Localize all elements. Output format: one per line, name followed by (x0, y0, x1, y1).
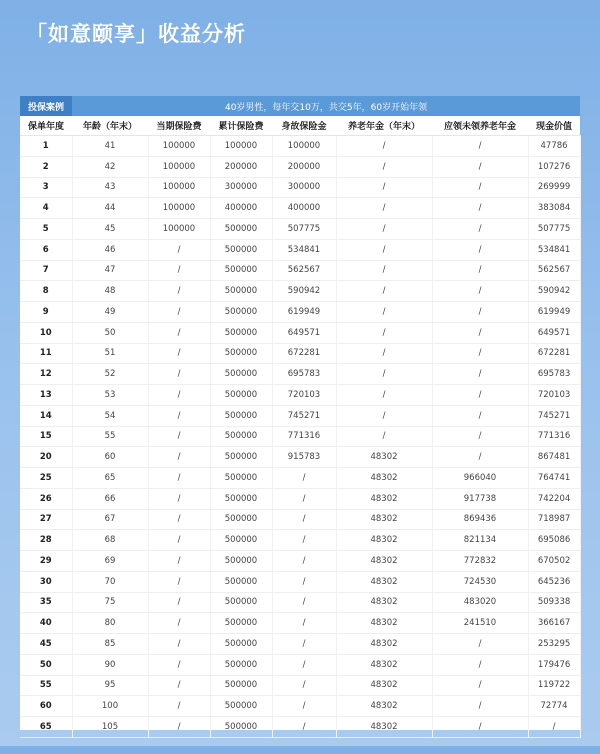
cell-unclaimed-annuity: / (432, 654, 528, 675)
cell-current-premium: / (148, 281, 210, 302)
cell-current-premium: / (148, 509, 210, 530)
cell-annuity: / (336, 156, 432, 177)
cell-cumulative-premium: 500000 (210, 219, 272, 240)
cell-current-premium: / (148, 571, 210, 592)
cell-age: 85 (72, 634, 148, 655)
case-label: 投保案例 (20, 96, 72, 116)
cell-cumulative-premium: 500000 (210, 509, 272, 530)
table-row (20, 198, 580, 219)
cell-age: 66 (72, 488, 148, 509)
cell-cash-value: 619949 (528, 302, 580, 323)
cell-current-premium: / (148, 302, 210, 323)
table-row (20, 654, 580, 675)
cell-age: 105 (72, 717, 148, 738)
cell-current-premium: / (148, 530, 210, 551)
cell-age: 45 (72, 219, 148, 240)
cell-cash-value: 562567 (528, 260, 580, 281)
cell-policy-year: 27 (20, 509, 72, 530)
cell-policy-year: 1 (20, 136, 72, 157)
cell-cumulative-premium: 500000 (210, 675, 272, 696)
cell-policy-year: 45 (20, 634, 72, 655)
cell-annuity: 48302 (336, 571, 432, 592)
cell-cash-value: 269999 (528, 177, 580, 198)
cell-current-premium: / (148, 613, 210, 634)
cell-death-benefit: 200000 (272, 156, 336, 177)
cell-annuity: / (336, 405, 432, 426)
cell-annuity: / (336, 198, 432, 219)
cell-age: 69 (72, 551, 148, 572)
cell-age: 54 (72, 405, 148, 426)
cell-annuity: / (336, 343, 432, 364)
cell-current-premium: / (148, 322, 210, 343)
cell-cash-value: 119722 (528, 675, 580, 696)
cell-age: 53 (72, 385, 148, 406)
cell-age: 41 (72, 136, 148, 157)
cell-current-premium: 100000 (148, 219, 210, 240)
cell-cash-value: 670502 (528, 551, 580, 572)
cell-current-premium: / (148, 634, 210, 655)
cell-unclaimed-annuity: / (432, 156, 528, 177)
cell-cash-value: 695783 (528, 364, 580, 385)
cell-death-benefit: 507775 (272, 219, 336, 240)
cell-unclaimed-annuity: 241510 (432, 613, 528, 634)
cell-unclaimed-annuity: / (432, 136, 528, 157)
cell-cumulative-premium: 500000 (210, 385, 272, 406)
cell-policy-year: 6 (20, 239, 72, 260)
cell-cumulative-premium: 500000 (210, 530, 272, 551)
cell-annuity: 48302 (336, 717, 432, 738)
cell-age: 47 (72, 260, 148, 281)
cell-cumulative-premium: 500000 (210, 405, 272, 426)
cell-unclaimed-annuity: / (432, 281, 528, 302)
table-row (20, 136, 580, 157)
table-row (20, 488, 580, 509)
cell-unclaimed-annuity: 869436 (432, 509, 528, 530)
cell-cumulative-premium: 500000 (210, 364, 272, 385)
cell-annuity: 48302 (336, 613, 432, 634)
table-row (20, 239, 580, 260)
cell-cumulative-premium: 500000 (210, 696, 272, 717)
cell-policy-year: 10 (20, 322, 72, 343)
cell-cash-value: 253295 (528, 634, 580, 655)
cell-unclaimed-annuity: / (432, 322, 528, 343)
cell-cash-value: 649571 (528, 322, 580, 343)
cell-current-premium: / (148, 364, 210, 385)
cell-current-premium: / (148, 654, 210, 675)
header-unclaimed-annuity: 应领未领养老年金 (432, 116, 528, 136)
cell-unclaimed-annuity: 821134 (432, 530, 528, 551)
cell-age: 95 (72, 675, 148, 696)
table-row (20, 343, 580, 364)
cell-cumulative-premium: 500000 (210, 322, 272, 343)
cell-cash-value: 47786 (528, 136, 580, 157)
cell-cumulative-premium: 500000 (210, 613, 272, 634)
table-row (20, 177, 580, 198)
cell-annuity: 48302 (336, 468, 432, 489)
table-row (20, 613, 580, 634)
cell-unclaimed-annuity: 917738 (432, 488, 528, 509)
cell-current-premium: 100000 (148, 156, 210, 177)
cell-cumulative-premium: 400000 (210, 198, 272, 219)
table-row (20, 364, 580, 385)
cell-policy-year: 3 (20, 177, 72, 198)
cell-unclaimed-annuity: / (432, 260, 528, 281)
cell-annuity: / (336, 239, 432, 260)
cell-age: 70 (72, 571, 148, 592)
cell-unclaimed-annuity: 724530 (432, 571, 528, 592)
cell-age: 80 (72, 613, 148, 634)
table-row (20, 156, 580, 177)
benefit-table-card (20, 96, 580, 730)
cell-annuity: 48302 (336, 509, 432, 530)
header-current-premium: 当期保险费 (148, 116, 210, 136)
cell-death-benefit: / (272, 675, 336, 696)
table-row (20, 468, 580, 489)
cell-death-benefit: 400000 (272, 198, 336, 219)
cell-cash-value: 695086 (528, 530, 580, 551)
cell-cumulative-premium: 500000 (210, 634, 272, 655)
cell-unclaimed-annuity: / (432, 405, 528, 426)
cell-current-premium: / (148, 260, 210, 281)
cell-current-premium: / (148, 426, 210, 447)
cell-annuity: 48302 (336, 696, 432, 717)
cell-death-benefit: 720103 (272, 385, 336, 406)
cell-cash-value: 742204 (528, 488, 580, 509)
cell-age: 51 (72, 343, 148, 364)
cell-policy-year: 12 (20, 364, 72, 385)
cell-age: 42 (72, 156, 148, 177)
header-cash-value: 现金价值 (528, 116, 580, 136)
cell-annuity: 48302 (336, 447, 432, 468)
cell-age: 44 (72, 198, 148, 219)
cell-current-premium: / (148, 717, 210, 738)
cell-policy-year: 26 (20, 488, 72, 509)
cell-death-benefit: 915783 (272, 447, 336, 468)
cell-current-premium: 100000 (148, 136, 210, 157)
cell-cash-value: 72774 (528, 696, 580, 717)
cell-current-premium: / (148, 468, 210, 489)
table-row (20, 385, 580, 406)
cell-unclaimed-annuity: / (432, 675, 528, 696)
cell-death-benefit: / (272, 530, 336, 551)
cell-annuity: 48302 (336, 592, 432, 613)
cell-unclaimed-annuity: / (432, 177, 528, 198)
cell-policy-year: 5 (20, 219, 72, 240)
cell-cash-value: 534841 (528, 239, 580, 260)
cell-cumulative-premium: 500000 (210, 468, 272, 489)
cell-annuity: 48302 (336, 675, 432, 696)
cell-cash-value: 720103 (528, 385, 580, 406)
cell-annuity: / (336, 219, 432, 240)
cell-annuity: / (336, 136, 432, 157)
cell-cash-value: 383084 (528, 198, 580, 219)
cell-unclaimed-annuity: / (432, 426, 528, 447)
cell-unclaimed-annuity: / (432, 302, 528, 323)
cell-age: 67 (72, 509, 148, 530)
cell-annuity: 48302 (336, 551, 432, 572)
cell-death-benefit: 300000 (272, 177, 336, 198)
cell-age: 55 (72, 426, 148, 447)
cell-age: 49 (72, 302, 148, 323)
cell-policy-year: 35 (20, 592, 72, 613)
cell-cash-value: / (528, 717, 580, 738)
cell-death-benefit: 695783 (272, 364, 336, 385)
cell-death-benefit: / (272, 717, 336, 738)
cell-policy-year: 4 (20, 198, 72, 219)
cell-death-benefit: / (272, 571, 336, 592)
table-row (20, 405, 580, 426)
cell-policy-year: 29 (20, 551, 72, 572)
cell-current-premium: / (148, 385, 210, 406)
cell-current-premium: 100000 (148, 177, 210, 198)
header-death-benefit: 身故保险金 (272, 116, 336, 136)
cell-cash-value: 590942 (528, 281, 580, 302)
cell-policy-year: 7 (20, 260, 72, 281)
cell-death-benefit: 100000 (272, 136, 336, 157)
cell-policy-year: 55 (20, 675, 72, 696)
cell-death-benefit: / (272, 654, 336, 675)
cell-death-benefit: / (272, 613, 336, 634)
cell-cumulative-premium: 500000 (210, 281, 272, 302)
case-description: 40岁男性，每年交10万，共交5年，60岁开始年领 (72, 96, 580, 116)
cell-cumulative-premium: 500000 (210, 488, 272, 509)
table-row (20, 219, 580, 240)
table-row (20, 592, 580, 613)
cell-policy-year: 60 (20, 696, 72, 717)
cell-unclaimed-annuity: / (432, 447, 528, 468)
table-row (20, 426, 580, 447)
cell-unclaimed-annuity: / (432, 343, 528, 364)
cell-cash-value: 645236 (528, 571, 580, 592)
table-row (20, 530, 580, 551)
table-row (20, 260, 580, 281)
cell-death-benefit: 745271 (272, 405, 336, 426)
cell-unclaimed-annuity: 483020 (432, 592, 528, 613)
cell-current-premium: / (148, 488, 210, 509)
cell-age: 65 (72, 468, 148, 489)
cell-cumulative-premium: 100000 (210, 136, 272, 157)
cell-current-premium: / (148, 343, 210, 364)
cell-age: 46 (72, 239, 148, 260)
cell-age: 100 (72, 696, 148, 717)
cell-unclaimed-annuity: / (432, 634, 528, 655)
cell-cumulative-premium: 500000 (210, 571, 272, 592)
cell-policy-year: 14 (20, 405, 72, 426)
cell-cash-value: 771316 (528, 426, 580, 447)
cell-cumulative-premium: 500000 (210, 260, 272, 281)
cell-unclaimed-annuity: / (432, 696, 528, 717)
cell-cumulative-premium: 300000 (210, 177, 272, 198)
cell-cumulative-premium: 500000 (210, 343, 272, 364)
cell-cash-value: 107276 (528, 156, 580, 177)
table-row (20, 447, 580, 468)
header-annuity: 养老年金（年末） (336, 116, 432, 136)
cell-cash-value: 672281 (528, 343, 580, 364)
cell-cumulative-premium: 500000 (210, 592, 272, 613)
table-row (20, 696, 580, 717)
cell-death-benefit: 534841 (272, 239, 336, 260)
cell-death-benefit: / (272, 634, 336, 655)
cell-unclaimed-annuity: 966040 (432, 468, 528, 489)
cell-annuity: / (336, 426, 432, 447)
cell-death-benefit: 649571 (272, 322, 336, 343)
cell-current-premium: / (148, 405, 210, 426)
cell-cash-value: 718987 (528, 509, 580, 530)
cell-death-benefit: 590942 (272, 281, 336, 302)
cell-unclaimed-annuity: / (432, 198, 528, 219)
page-title: 「如意颐享」收益分析 (26, 22, 246, 46)
cell-policy-year: 11 (20, 343, 72, 364)
cell-cash-value: 745271 (528, 405, 580, 426)
cell-policy-year: 13 (20, 385, 72, 406)
cell-cumulative-premium: 200000 (210, 156, 272, 177)
cell-unclaimed-annuity: 772832 (432, 551, 528, 572)
cell-policy-year: 30 (20, 571, 72, 592)
cell-cumulative-premium: 500000 (210, 302, 272, 323)
cell-cumulative-premium: 500000 (210, 239, 272, 260)
cell-age: 48 (72, 281, 148, 302)
cell-unclaimed-annuity: / (432, 219, 528, 240)
cell-cumulative-premium: 500000 (210, 447, 272, 468)
table-row (20, 509, 580, 530)
cell-policy-year: 2 (20, 156, 72, 177)
cell-death-benefit: 562567 (272, 260, 336, 281)
cell-death-benefit: 771316 (272, 426, 336, 447)
cell-current-premium: / (148, 592, 210, 613)
cell-annuity: / (336, 302, 432, 323)
cell-policy-year: 8 (20, 281, 72, 302)
cell-cumulative-premium: 500000 (210, 551, 272, 572)
cell-current-premium: / (148, 551, 210, 572)
cell-annuity: 48302 (336, 634, 432, 655)
cell-death-benefit: / (272, 488, 336, 509)
cell-unclaimed-annuity: / (432, 239, 528, 260)
cell-policy-year: 28 (20, 530, 72, 551)
cell-cash-value: 179476 (528, 654, 580, 675)
cell-annuity: / (336, 322, 432, 343)
cell-cash-value: 366167 (528, 613, 580, 634)
cell-age: 52 (72, 364, 148, 385)
cell-policy-year: 25 (20, 468, 72, 489)
table-row (20, 551, 580, 572)
cell-age: 90 (72, 654, 148, 675)
cell-cumulative-premium: 500000 (210, 426, 272, 447)
cell-annuity: / (336, 260, 432, 281)
cell-unclaimed-annuity: / (432, 717, 528, 738)
cell-age: 60 (72, 447, 148, 468)
header-policy-year: 保单年度 (20, 116, 72, 136)
cell-annuity: / (336, 281, 432, 302)
cell-policy-year: 15 (20, 426, 72, 447)
cell-annuity: / (336, 177, 432, 198)
cell-policy-year: 65 (20, 717, 72, 738)
benefit-table (20, 96, 581, 754)
cell-policy-year: 50 (20, 654, 72, 675)
cell-policy-year: 40 (20, 613, 72, 634)
cell-policy-year: 20 (20, 447, 72, 468)
cell-unclaimed-annuity: / (432, 364, 528, 385)
table-row (20, 281, 580, 302)
cell-age: 50 (72, 322, 148, 343)
cell-annuity: 48302 (336, 530, 432, 551)
cell-annuity: 48302 (336, 488, 432, 509)
cell-unclaimed-annuity: / (432, 385, 528, 406)
cell-age: 75 (72, 592, 148, 613)
table-row (20, 717, 580, 738)
cell-death-benefit: 672281 (272, 343, 336, 364)
table-row (20, 571, 580, 592)
cell-death-benefit: / (272, 551, 336, 572)
table-row (20, 322, 580, 343)
cell-annuity: / (336, 385, 432, 406)
header-age: 年龄（年末） (72, 116, 148, 136)
cell-death-benefit: / (272, 468, 336, 489)
cell-current-premium: / (148, 447, 210, 468)
cell-age: 43 (72, 177, 148, 198)
cell-cumulative-premium: 500000 (210, 717, 272, 738)
cell-death-benefit: / (272, 509, 336, 530)
cell-cash-value: 867481 (528, 447, 580, 468)
cell-annuity: 48302 (336, 654, 432, 675)
cell-age: 68 (72, 530, 148, 551)
cell-current-premium: / (148, 696, 210, 717)
cell-current-premium: / (148, 675, 210, 696)
cell-death-benefit: / (272, 696, 336, 717)
cell-current-premium: 100000 (148, 198, 210, 219)
case-row (20, 96, 580, 116)
cell-death-benefit: / (272, 592, 336, 613)
cell-cash-value: 764741 (528, 468, 580, 489)
cell-cash-value: 509338 (528, 592, 580, 613)
table-row (20, 675, 580, 696)
cell-annuity: / (336, 364, 432, 385)
table-row (20, 302, 580, 323)
cell-cash-value: 507775 (528, 219, 580, 240)
cell-death-benefit: 619949 (272, 302, 336, 323)
cell-policy-year: 9 (20, 302, 72, 323)
table-row (20, 634, 580, 655)
header-row (20, 116, 580, 136)
cell-current-premium: / (148, 239, 210, 260)
header-cumulative-premium: 累计保险费 (210, 116, 272, 136)
cell-cumulative-premium: 500000 (210, 654, 272, 675)
